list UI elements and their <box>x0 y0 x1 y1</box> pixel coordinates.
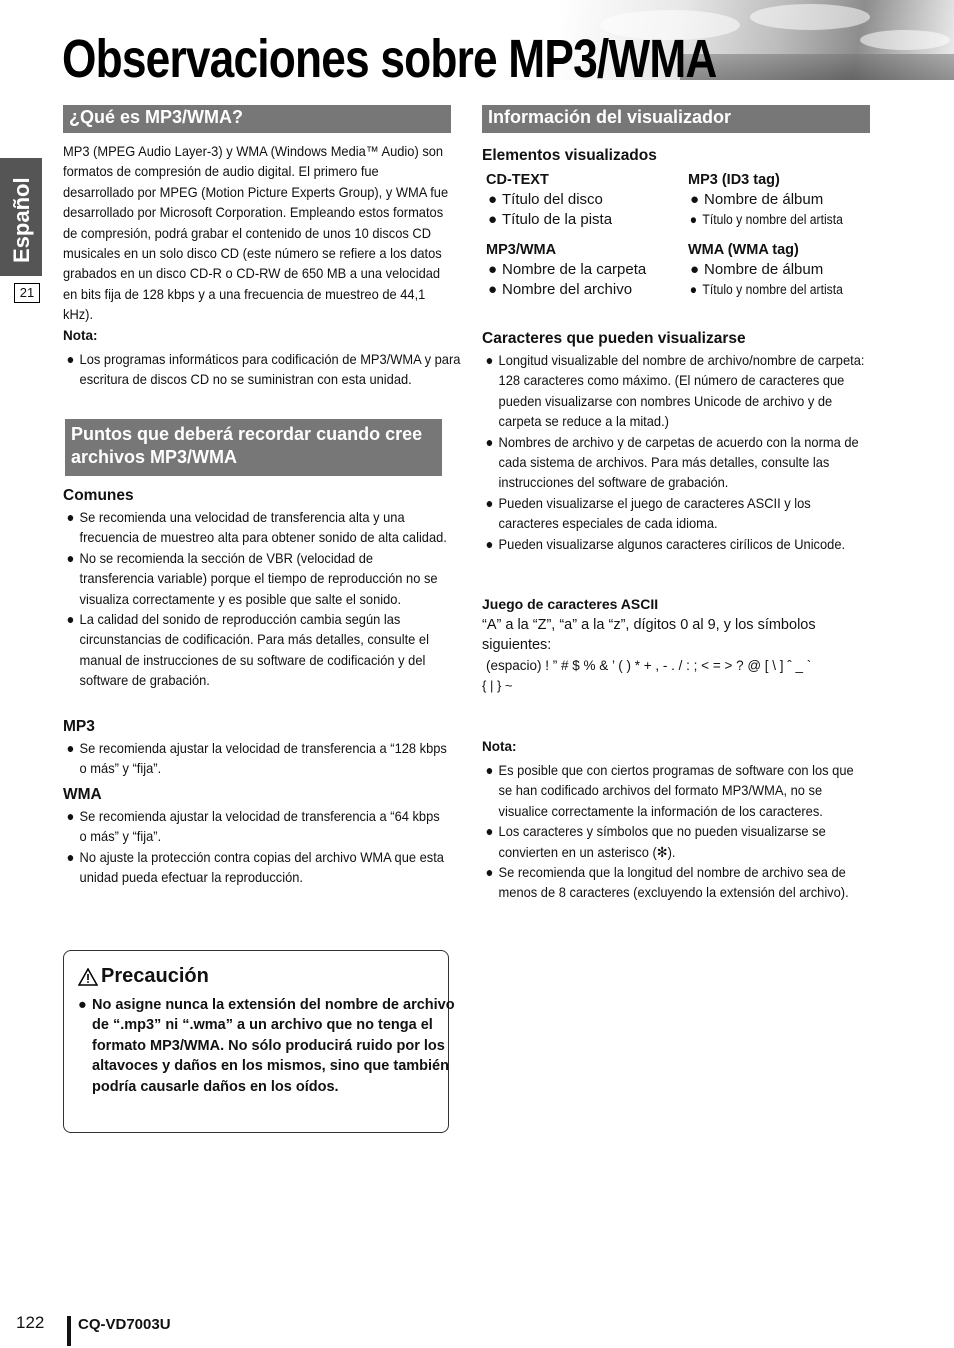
bullet-icon: ● <box>78 997 87 1013</box>
group-label: WMA (WMA tag) <box>688 242 799 258</box>
bullet-icon: ● <box>690 261 700 278</box>
caution-text-body: No asigne nunca la extensión del nombre de archivo de “.mp3” ni “.wma” a un archivo que no tenga el formato MP3/WMA. No sólo producirá ruido por los altavoces y daños en los mismos, sino que también podría causarle daños en los oídos. <box>92 997 455 1095</box>
list-item-text: Nombre del archivo <box>502 281 633 299</box>
ascii-symbols: (espacio) ! ” # $ % & ’ ( ) * + , - . / : ; < = > ? @ [ \ ] ˆ _ ` <box>486 658 812 673</box>
warning-icon <box>78 968 98 986</box>
subheading-elementos: Elementos visualizados <box>482 147 657 164</box>
list-item <box>688 260 898 280</box>
mp3-list <box>63 738 449 779</box>
section-heading-informacion <box>482 105 870 133</box>
section-heading-text: Información del visualizador <box>488 107 732 127</box>
list-item-text: Se recomienda ajustar la velocidad de transferencia a “64 kbps o más” y “fija”. <box>79 808 440 845</box>
language-tab-label: Español <box>9 177 34 263</box>
list-item-text: Se recomienda una velocidad de transferencia alta y una frecuencia de muestreo alta para obtener sonido de alta calidad. <box>79 509 447 546</box>
bullet-icon: ● <box>689 282 698 298</box>
page-title: Observaciones sobre MP3/WMA <box>62 29 717 89</box>
comunes-list <box>63 507 449 691</box>
bullet-icon: ● <box>66 808 75 824</box>
list-item-text: Se recomienda que la longitud del nombre de archivo sea de menos de 8 caracteres (excluyendo la extensión del archivo). <box>498 864 849 901</box>
caution-heading <box>78 965 209 988</box>
footer-divider <box>67 1316 71 1346</box>
list-item-text: Los programas informáticos para codificación de MP3/WMA y para escritura de discos CD no se suministran con esta unidad. <box>79 351 461 388</box>
bullet-icon: ● <box>690 191 700 208</box>
list-item-text: Nombre de álbum <box>704 261 824 278</box>
bullet-icon: ● <box>485 494 494 511</box>
section-heading-puntos <box>65 419 442 476</box>
page-number: 122 <box>16 1313 45 1332</box>
group-cd-text <box>486 170 686 231</box>
list-item <box>482 534 868 554</box>
list-item-text: Título del disco <box>502 191 603 208</box>
list-item-text: Longitud visualizable del nombre de archivo/nombre de carpeta: 128 caracteres como máximo. (El número de caracteres que pueden visualizarse con nombres Unicode de archivo y de carpeta se reduce a la mitad.) <box>498 352 865 430</box>
bullet-icon: ● <box>66 351 75 367</box>
nota-list-right <box>482 760 868 903</box>
list-item <box>486 190 686 210</box>
caution-text <box>74 995 458 1097</box>
list-item-text: No ajuste la protección contra copias del archivo WMA que esta unidad pueda efectuar la reproducción. <box>79 848 444 886</box>
bullet-icon: ● <box>485 823 494 840</box>
bullet-icon: ● <box>66 611 75 628</box>
bullet-icon: ● <box>66 848 75 865</box>
subheading-ascii: Juego de caracteres ASCII <box>482 596 659 612</box>
list-item <box>486 280 686 300</box>
list-item <box>482 493 868 534</box>
list-item-text: Nombres de archivo y de carpetas de acuerdo con la norma de cada sistema de archivos. Para más detalles, consulte las instrucciones del software de grabación. <box>498 433 859 491</box>
list-item <box>482 760 868 821</box>
bullet-icon: ● <box>485 433 494 450</box>
list-item <box>688 190 898 210</box>
subheading-wma: WMA <box>63 786 102 803</box>
group-mp3-wma <box>486 240 686 301</box>
bullet-icon: ● <box>488 191 498 208</box>
list-item <box>482 350 868 432</box>
list-item-text: Nombre de álbum <box>704 191 824 208</box>
section-heading-text: Puntos que deberá recordar cuando cree archivos MP3/WMA <box>71 424 423 467</box>
list-item <box>482 821 868 862</box>
subheading-mp3: MP3 <box>63 718 95 735</box>
list-item-text: Título y nombre del artista <box>702 282 843 298</box>
bullet-icon: ● <box>488 211 498 229</box>
list-item <box>486 260 686 280</box>
caution-box <box>63 950 455 1133</box>
list-item <box>63 548 449 609</box>
list-item-text: Nombre de la carpeta <box>502 261 647 278</box>
subheading-comunes: Comunes <box>63 487 134 504</box>
list-item-text: Se recomienda ajustar la velocidad de transferencia a “128 kbps o más” y “fija”. <box>79 740 447 777</box>
ascii-symbols-line2: { | } ~ <box>482 678 513 693</box>
bullet-icon: ● <box>485 535 494 552</box>
list-item <box>482 862 868 903</box>
list-item <box>63 806 449 847</box>
list-item-text: Título de la pista <box>502 211 613 229</box>
list-item <box>486 210 686 230</box>
subheading-caracteres: Caracteres que pueden visualizarse <box>482 330 746 347</box>
list-item-text: Título y nombre del artista <box>702 212 843 228</box>
bullet-icon: ● <box>485 762 494 778</box>
list-item-text: No se recomienda la sección de VBR (velocidad de transferencia variable) porque el tiempo de reproducción no se visualiza correctamente y es posible que salte el sonido. <box>79 549 438 607</box>
group-mp3-id3 <box>688 170 898 231</box>
bullet-icon: ● <box>66 740 75 756</box>
list-item-text: Pueden visualizarse algunos caracteres cirílicos de Unicode. <box>498 535 846 552</box>
bullet-icon: ● <box>488 281 498 299</box>
list-item-text: Los caracteres y símbolos que no pueden visualizarse se convierten en un asterisco (✻). <box>498 823 826 860</box>
model-number: CQ-VD7003U <box>78 1316 171 1333</box>
bullet-icon: ● <box>485 864 494 881</box>
section-page-number: 21 <box>14 283 40 303</box>
nota-label: Nota: <box>63 328 98 343</box>
list-item <box>482 432 868 493</box>
section-heading-que-es <box>63 105 451 133</box>
list-item-text: Es posible que con ciertos programas de software con los que se han codificado archivos del formato MP3/WMA, no se visualice correctamente la información de los caracteres. <box>498 762 854 819</box>
bullet-icon: ● <box>66 549 75 566</box>
intro-paragraph: MP3 (MPEG Audio Layer-3) y WMA (Windows Media™ Audio) son formatos de compresión de audio digital. El primero fue desarrollado por MPEG (Motion Picture Experts Group), y WMA fue desarrollado por Microsoft Corporation. Empleando estos formatos de compresión, podrá grabar el contenido de unos 10 discos CD musicales en un solo disco CD (este número se refiere a los datos grabados en un disco CD-R o CD-RW de 650 MB a una velocidad en bits fija de 128 kbps y a una frecuencia de muestreo de 44,1 kHz). <box>63 143 449 323</box>
list-item-text: La calidad del sonido de reproducción cambia según las circunstancias de codificación. Para más detalles, consulte el manual de instrucciones de su software de codificación y del software de grabación. <box>79 611 429 689</box>
caracteres-list <box>482 350 868 554</box>
bullet-icon: ● <box>66 509 75 525</box>
bullet-icon: ● <box>689 212 698 228</box>
group-label: MP3 (ID3 tag) <box>688 172 780 188</box>
section-heading-text: ¿Qué es MP3/WMA? <box>69 107 244 127</box>
list-item <box>63 738 449 779</box>
list-item <box>63 847 449 888</box>
list-item <box>63 349 466 390</box>
bullet-icon: ● <box>488 261 498 278</box>
group-label: CD-TEXT <box>486 172 549 188</box>
ascii-description: “A” a la “Z”, “a” a la “z”, dígitos 0 al 9, y los símbolos siguientes: <box>482 617 816 654</box>
list-item-text: Pueden visualizarse el juego de caracteres ASCII y los caracteres especiales de cada idioma. <box>498 494 811 532</box>
group-wma-tag <box>688 240 898 301</box>
list-item <box>688 210 877 230</box>
nota-label-right: Nota: <box>482 739 517 754</box>
caution-title: Precaución <box>101 965 209 987</box>
wma-list <box>63 806 449 888</box>
group-label: MP3/WMA <box>486 242 557 258</box>
list-item <box>688 280 877 300</box>
list-item <box>63 507 449 548</box>
bullet-icon: ● <box>485 352 494 368</box>
list-item <box>63 609 449 691</box>
